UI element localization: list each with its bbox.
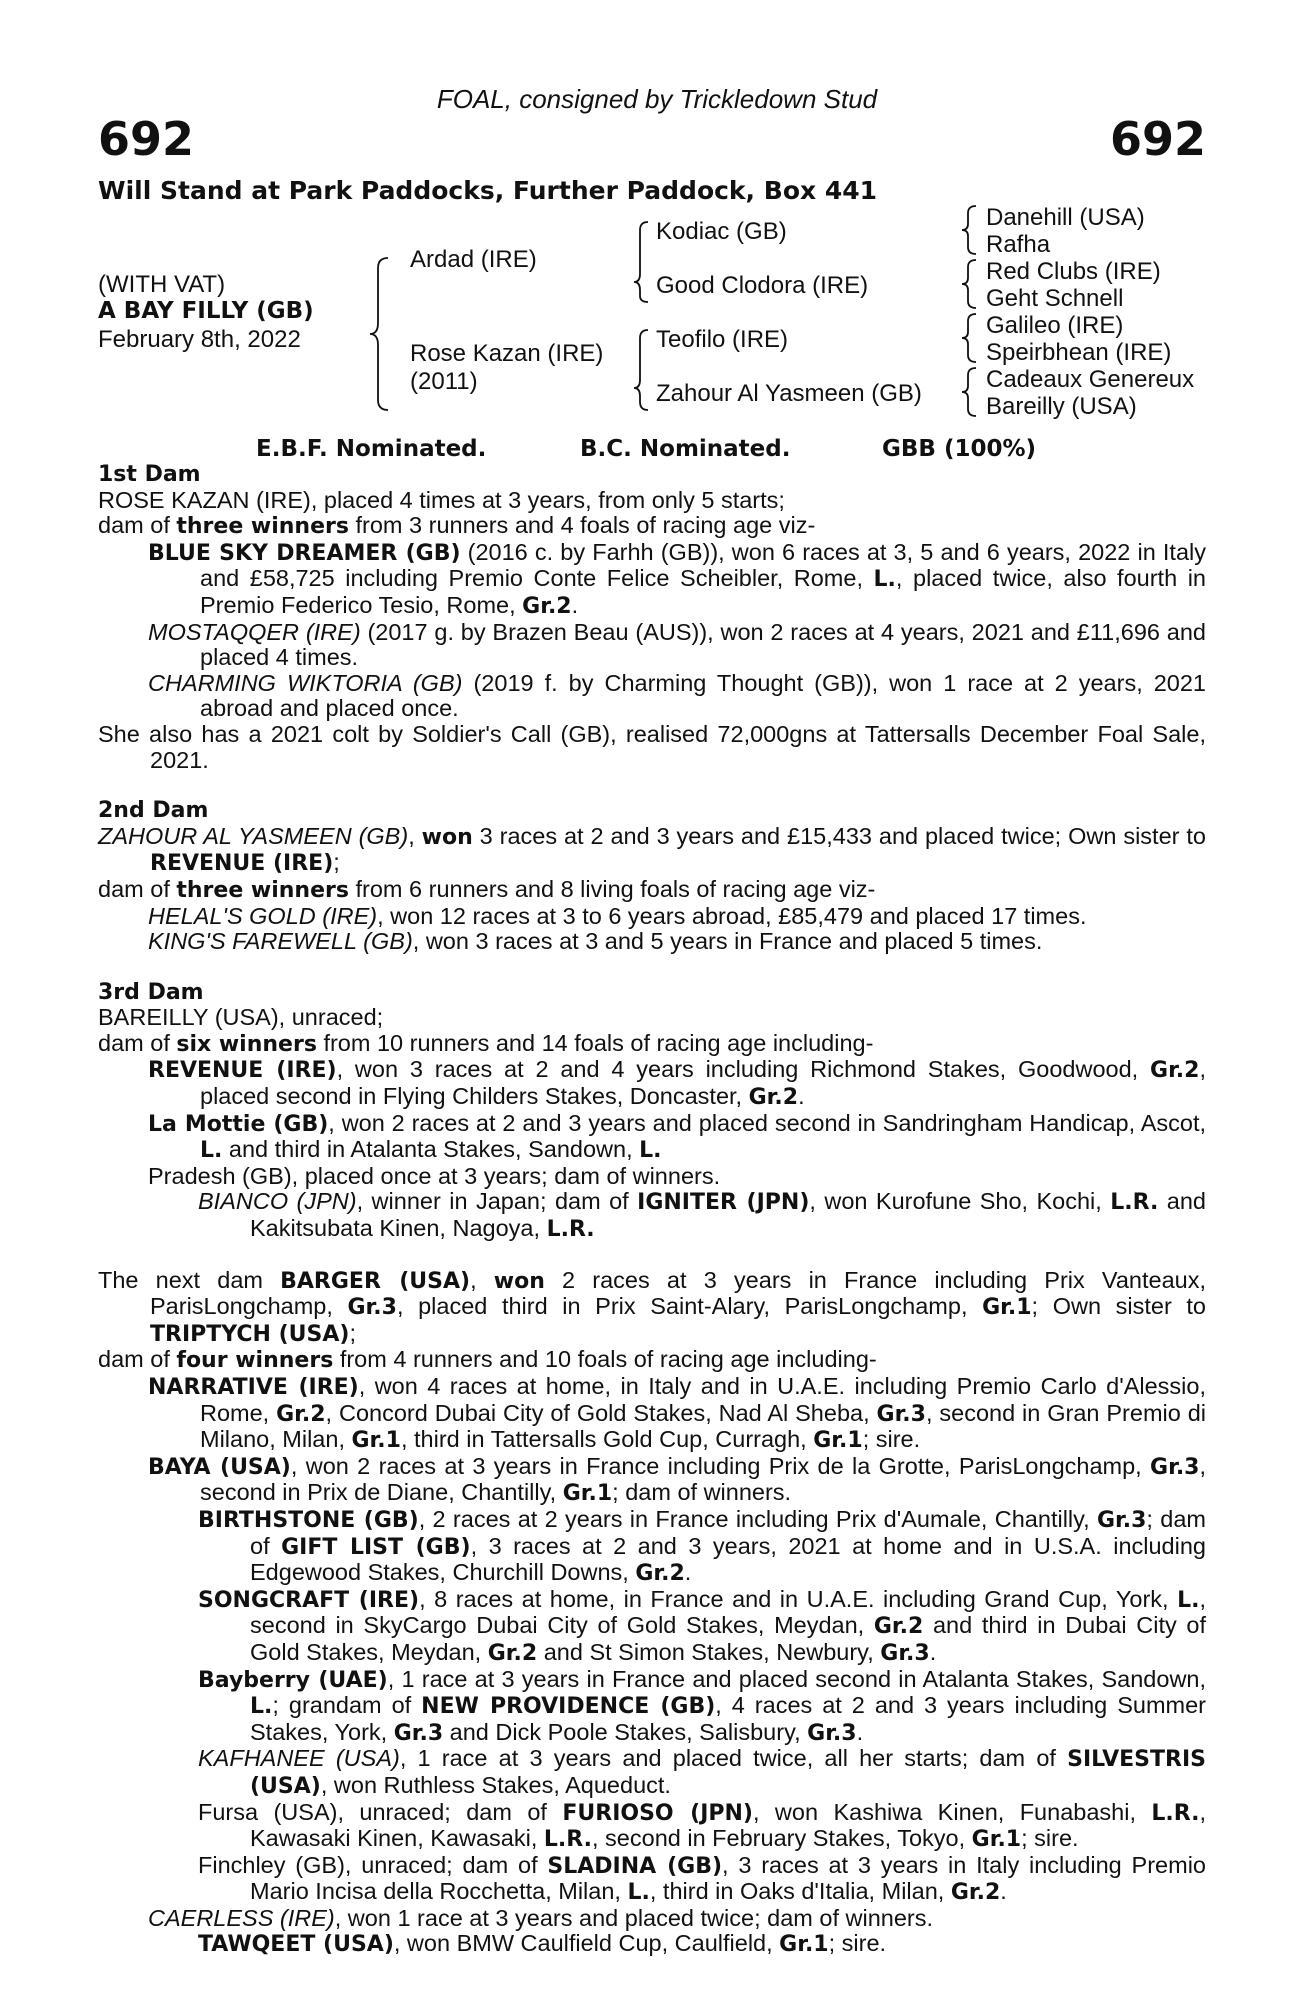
text-run: Finchley (GB), unraced; dam of	[198, 1851, 548, 1878]
text-run: 3 races at 2 and 3 years and £15,433 and placed twice; Own sister to	[472, 822, 1206, 849]
bold-run: Gr.3	[876, 1401, 926, 1427]
bold-run: L.	[627, 1880, 650, 1906]
ggp-7: Cadeaux Genereux	[986, 366, 1195, 393]
bold-run: Gr.2	[950, 1880, 1001, 1906]
text-run: , won 3 races at 3 and 5 years in France and placed 5 times.	[412, 928, 1043, 955]
bold-run: Gr.3	[1150, 1454, 1200, 1480]
bold-run: Gr.2	[748, 1085, 799, 1111]
italic-run: HELAL'S GOLD (IRE)	[148, 902, 378, 929]
italic-run: KAFHANEE (USA)	[198, 1745, 400, 1772]
text-run: , won Kashiwa Kinen, Funabashi,	[753, 1798, 1152, 1825]
text-run: ; dam of	[250, 1505, 1206, 1559]
text-run: and third in Atalanta Stakes, Sandown,	[222, 1136, 640, 1163]
text-run: ;	[333, 849, 340, 876]
second-dam-line	[98, 877, 1206, 904]
bc-nomination: B.C. Nominated.	[580, 436, 791, 462]
text-run: ,	[470, 1266, 494, 1293]
next-dam-line	[98, 1454, 1206, 1507]
next-dam-line	[98, 1587, 1206, 1667]
text-run: and St Simon Stakes, Newbury,	[537, 1638, 881, 1665]
text-run: ROSE KAZAN (IRE), placed 4 times at 3 years, from only 5 starts;	[98, 486, 785, 513]
bold-run: Gr.2	[487, 1640, 538, 1666]
text-run: ;	[349, 1319, 357, 1346]
next-dam-line	[98, 1931, 1206, 1958]
bold-run: Gr.1	[982, 1295, 1032, 1321]
italic-run: MOSTAQQER (IRE)	[148, 618, 361, 645]
text-run: , 1 race at 3 years and placed twice, all her starts; dam of	[399, 1745, 1068, 1772]
bold-run: Gr.1	[562, 1481, 613, 1507]
gbb-status: GBB (100%)	[882, 436, 1037, 462]
bold-run: L.	[200, 1138, 223, 1164]
bold-run: Gr.1	[779, 1932, 829, 1958]
lot-number-left: 692	[98, 112, 195, 166]
third-dam-line	[98, 1031, 1206, 1058]
next-dam-line	[98, 1667, 1206, 1747]
bold-run: three winners	[176, 514, 349, 540]
dam-name: Rose Kazan (IRE)	[410, 340, 604, 367]
consignor-line: FOAL, consigned by Trickledown Stud	[436, 84, 878, 114]
text-run: and Kakitsubata Kinen, Nagoya,	[250, 1188, 1206, 1242]
bold-run: BARGER (USA)	[280, 1268, 471, 1294]
bold-run: won	[421, 824, 473, 850]
bold-run: L.R.	[543, 1827, 592, 1853]
first-dam-line	[98, 540, 1206, 620]
text-run: , third in Tattersalls Gold Cup, Curragh,	[400, 1426, 814, 1453]
bold-run: Gr.3	[880, 1640, 930, 1666]
text-run: , winner in Japan; dam of	[356, 1188, 638, 1215]
bold-run: L.	[250, 1694, 273, 1720]
ggp-2: Rafha	[986, 231, 1051, 258]
bold-run: L.R.	[1151, 1800, 1200, 1826]
bold-run: four winners	[176, 1348, 334, 1374]
text-run: She also has a 2021 colt by Soldier's Call (GB), realised 72,000gns at Tattersalls December Foal Sale, 2021.	[98, 720, 1206, 773]
bold-run: SILVESTRIS (USA)	[250, 1747, 1207, 1799]
text-run: .	[1000, 1878, 1007, 1905]
text-run: dam of	[98, 512, 177, 539]
text-run: , second in Gran Premio di Milano, Milan,	[200, 1399, 1206, 1453]
bold-run: Bayberry (UAE)	[198, 1667, 388, 1693]
text-run: , won Kurofune Sho, Kochi,	[809, 1188, 1111, 1215]
third-dam-line	[98, 1005, 1206, 1031]
next-dam-line	[98, 1800, 1206, 1853]
foaling-date: February 8th, 2022	[98, 326, 301, 353]
bold-run: Gr.2	[635, 1561, 685, 1587]
bold-run: Gr.1	[813, 1428, 863, 1454]
text-run: (2016 c. by Farhh (GB)), won 6 races at 3, 5 and 6 years, 2022 in Italy and £58,725 including Premio Conte Felice Scheibler, Rome,	[200, 538, 1206, 592]
text-run: , won 3 races at 2 and 4 years including Richmond Stakes, Goodwood,	[336, 1056, 1151, 1083]
italic-run: BIANCO (JPN)	[198, 1188, 357, 1215]
text-run: , 3 races at 3 years in Italy including Premio Mario Incisa della Rocchetta, Milan,	[250, 1851, 1206, 1905]
text-run: Pradesh (GB), placed once at 3 years; dam of winners.	[148, 1162, 721, 1189]
second-dam-line	[98, 929, 1206, 955]
text-run: from 6 runners and 8 living foals of racing age viz-	[348, 875, 876, 902]
text-run: , won Ruthless Stakes, Aqueduct.	[320, 1771, 671, 1798]
bold-run: NARRATIVE (IRE)	[148, 1375, 359, 1400]
text-run: ; Own sister to	[1031, 1293, 1206, 1320]
bold-run: won	[493, 1268, 545, 1294]
text-run: (2017 g. by Brazen Beau (AUS)), won 2 races at 4 years, 2021 and £11,696 and placed 4 times.	[200, 618, 1207, 671]
first-dam-line	[98, 722, 1206, 773]
bold-run: Gr.2	[522, 593, 572, 619]
text-run: , 3 races at 2 and 3 years, 2021 at home and in U.S.A. including Edgewood Stakes, Churchill Downs,	[250, 1532, 1206, 1586]
first-dam-line	[98, 513, 1206, 540]
italic-run: ZAHOUR AL YASMEEN (GB)	[98, 822, 409, 849]
first-dam-line	[98, 671, 1206, 722]
next-dam-line	[98, 1268, 1206, 1348]
text-run: , second in Prix de Diane, Chantilly,	[200, 1452, 1207, 1506]
text-run: ,	[408, 822, 422, 849]
text-run: .	[684, 1559, 692, 1586]
granddam-maternal: Zahour Al Yasmeen (GB)	[656, 380, 922, 407]
text-run: , 2 races at 2 years in France including Prix d'Aumale, Chantilly,	[418, 1505, 1097, 1532]
bold-run: L.	[1177, 1587, 1200, 1613]
bold-run: Gr.1	[351, 1428, 401, 1454]
text-run: , won 2 races at 2 and 3 years and placed second in Sandringham Handicap, Ascot,	[328, 1109, 1206, 1136]
bold-run: three winners	[176, 877, 349, 903]
bold-run: IGNITER (JPN)	[637, 1190, 810, 1216]
dam-year: (2011)	[410, 368, 478, 395]
bold-run: FURIOSO (JPN)	[562, 1800, 753, 1826]
bold-run: Gr.2	[276, 1401, 326, 1427]
bold-run: BAYA (USA)	[148, 1454, 291, 1480]
text-run: dam of	[98, 875, 177, 902]
first-dam-line	[98, 488, 1206, 514]
text-run: from 3 runners and 4 foals of racing age viz-	[348, 512, 816, 539]
next-dam-line	[98, 1347, 1206, 1374]
subject-name: A BAY FILLY (GB)	[98, 298, 314, 324]
text-run: from 10 runners and 14 foals of racing age including-	[316, 1029, 874, 1056]
text-run: , 8 races at home, in France and in U.A.E. including Grand Cup, York,	[419, 1585, 1178, 1612]
bold-run: SONGCRAFT (IRE)	[198, 1587, 420, 1613]
lot-number-right: 692	[1109, 112, 1206, 166]
stand-info: Will Stand at Park Paddocks, Further Paddock, Box 441	[98, 176, 878, 205]
bold-run: SLADINA (GB)	[547, 1853, 723, 1879]
bold-run: Gr.3	[393, 1720, 444, 1746]
ggp-4: Geht Schnell	[986, 285, 1124, 312]
text-run: , second in February Stakes, Tokyo,	[592, 1825, 972, 1852]
next-dam-line	[98, 1906, 1206, 1932]
italic-run: KING'S FAREWELL (GB)	[148, 928, 413, 955]
sire-name: Ardad (IRE)	[410, 246, 537, 273]
text-run: .	[856, 1718, 864, 1745]
text-run: .	[571, 591, 579, 618]
third-dam-line	[98, 1164, 1206, 1190]
text-run: .	[929, 1638, 937, 1665]
first-dam-line	[98, 620, 1206, 671]
text-run: , placed second in Flying Childers Stakes, Doncaster,	[200, 1056, 1206, 1110]
ebf-nomination: E.B.F. Nominated.	[256, 436, 487, 462]
text-run: and Dick Poole Stakes, Salisbury,	[443, 1718, 808, 1745]
bold-run: Gr.3	[807, 1720, 857, 1746]
bold-run: GIFT LIST (GB)	[281, 1534, 471, 1560]
ggp-6: Speirbhean (IRE)	[986, 339, 1172, 366]
text-run: .	[798, 1083, 805, 1110]
text-run: , won 12 races at 3 to 6 years abroad, £85,479 and placed 17 times.	[377, 902, 1087, 929]
bold-run: Gr.2	[1150, 1058, 1200, 1084]
bold-run: L.	[639, 1138, 662, 1164]
bold-run: L.	[873, 567, 896, 593]
third-dam-line	[98, 1189, 1206, 1242]
text-run: , placed twice, also fourth in Premio Federico Tesio, Rome,	[200, 565, 1206, 618]
text-run: , 1 race at 3 years in France and placed second in Atalanta Stakes, Sandown,	[387, 1665, 1207, 1692]
italic-run: CHARMING WIKTORIA (GB)	[148, 669, 463, 696]
text-run: ; sire.	[862, 1426, 921, 1453]
ggp-1: Danehill (USA)	[986, 204, 1145, 231]
grandsire-paternal: Kodiac (GB)	[656, 218, 787, 245]
ggp-3: Red Clubs (IRE)	[986, 258, 1161, 285]
next-dam-line	[98, 1746, 1206, 1799]
third-dam-line	[98, 1057, 1206, 1110]
text-run: ; dam of winners.	[612, 1479, 792, 1506]
first-dam-heading: 1st Dam	[98, 462, 201, 487]
bold-run: REVENUE (IRE)	[148, 1058, 337, 1084]
bold-run: REVENUE (IRE)	[150, 851, 334, 877]
bold-run: BLUE SKY DREAMER (GB)	[148, 540, 461, 566]
ggp-5: Galileo (IRE)	[986, 312, 1124, 339]
text-run: , won BMW Caulfield Cup, Caulfield,	[393, 1930, 780, 1957]
text-run: dam of	[98, 1029, 177, 1056]
text-run: The next dam	[98, 1266, 281, 1293]
second-dam-line	[98, 904, 1206, 930]
text-run: ; sire.	[828, 1930, 887, 1957]
produce-record	[98, 462, 1206, 1958]
text-run: (2019 f. by Charming Thought (GB)), won 1 race at 2 years, 2021 abroad and placed once.	[200, 669, 1207, 722]
second-dam-heading: 2nd Dam	[98, 798, 209, 824]
bold-run: L.R.	[546, 1217, 595, 1243]
text-run: , 4 races at 2 and 3 years including Summer Stakes, York,	[250, 1692, 1206, 1745]
text-run: , second in SkyCargo Dubai City of Gold Stakes, Meydan,	[250, 1585, 1206, 1639]
text-run: ; sire.	[1021, 1825, 1079, 1852]
bold-run: NEW PROVIDENCE (GB)	[421, 1694, 716, 1720]
text-run: from 4 runners and 10 foals of racing age including-	[333, 1346, 877, 1373]
next-dam-line	[98, 1507, 1206, 1587]
text-run: , won 1 race at 3 years and placed twice; dam of winners.	[334, 1904, 934, 1931]
next-dam-line	[98, 1374, 1206, 1454]
second-dam-line	[98, 824, 1206, 877]
text-run: , won 4 races at home, in Italy and in U.A.E. including Premio Carlo d'Alessio, Rome,	[200, 1373, 1207, 1426]
bold-run: Gr.1	[971, 1827, 1022, 1853]
text-run: and third in Dubai City of Gold Stakes, Meydan,	[250, 1612, 1207, 1665]
text-run: ; grandam of	[272, 1692, 422, 1719]
next-dam-line	[98, 1853, 1206, 1906]
vat-note: (WITH VAT)	[98, 271, 226, 298]
ggp-8: Bareilly (USA)	[986, 393, 1137, 420]
grandsire-maternal: Teofilo (IRE)	[656, 326, 789, 353]
bold-run: Gr.3	[347, 1295, 397, 1321]
bold-run: Gr.2	[873, 1614, 924, 1640]
bold-run: TAWQEET (USA)	[198, 1932, 394, 1958]
text-run: , third in Oaks d'Italia, Milan,	[649, 1878, 951, 1905]
bold-run: TRIPTYCH (USA)	[150, 1321, 350, 1347]
bold-run: L.R.	[1110, 1190, 1159, 1216]
italic-run: CAERLESS (IRE)	[148, 1904, 335, 1931]
text-run: 2 races at 3 years in France including Prix Vanteaux, ParisLongchamp,	[150, 1266, 1206, 1320]
text-run: , Concord Dubai City of Gold Stakes, Nad Al Sheba,	[325, 1399, 877, 1426]
text-run: BAREILLY (USA), unraced;	[98, 1004, 384, 1031]
text-run: dam of	[98, 1346, 177, 1373]
bold-run: six winners	[176, 1031, 317, 1057]
text-run: , won 2 races at 3 years in France including Prix de la Grotte, ParisLongchamp,	[290, 1452, 1151, 1479]
text-run: , placed third in Prix Saint-Alary, ParisLongchamp,	[396, 1293, 983, 1320]
text-run: , Kawasaki Kinen, Kawasaki,	[250, 1798, 1207, 1852]
bold-run: Gr.3	[1096, 1507, 1147, 1533]
text-run: Fursa (USA), unraced; dam of	[198, 1798, 563, 1825]
bold-run: La Mottie (GB)	[148, 1111, 329, 1137]
bold-run: BIRTHSTONE (GB)	[198, 1507, 419, 1533]
third-dam-heading: 3rd Dam	[98, 979, 204, 1005]
third-dam-line	[98, 1111, 1206, 1164]
granddam-paternal: Good Clodora (IRE)	[656, 272, 869, 299]
